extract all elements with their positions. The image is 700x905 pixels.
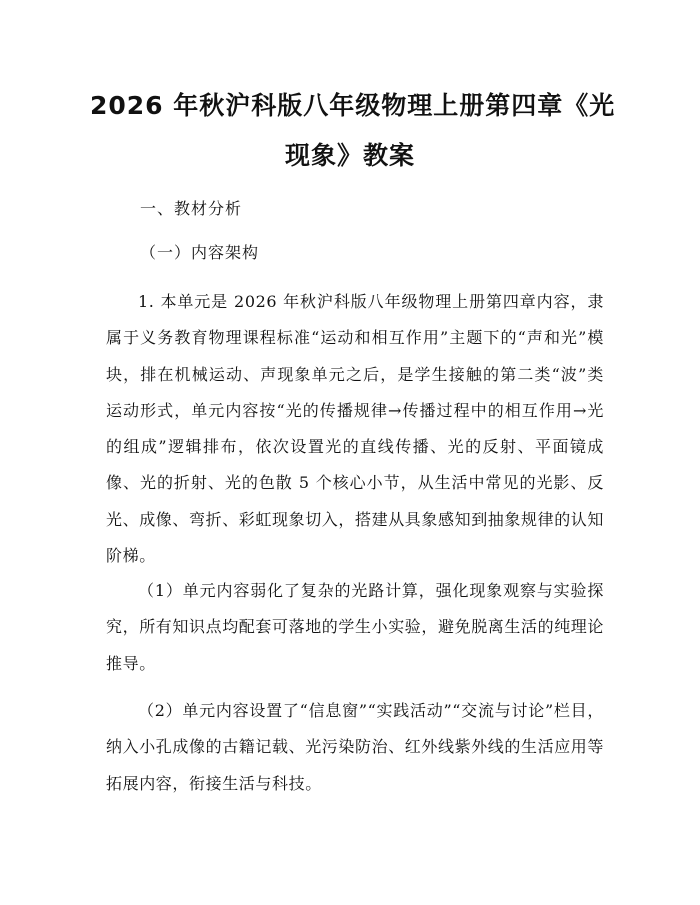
subsection-heading-content-structure: （一）内容架构 — [140, 243, 260, 262]
document-title-line-2: 现象》教案 — [284, 141, 415, 170]
paragraph-unit-overview: 1. 本单元是 2026 年秋沪科版八年级物理上册第四章内容，隶属于义务教育物理课程标准“运动和相互作用”主题下的“声和光”模块，排在机械运动、声现象单元之后，是学生接触的第二类“波”类运动形式，单元内容按“光的传播规律→传播过程中的相互作用→光的组成”逻辑排布，依次设置光的直线传播、光的反射、平面镜成像、光的折射、光的色散 5 个核心小节，从生活中常见的光影、反光、成像、弯折、彩虹现象切入，搭建从具象感知到抽象规律的认知阶梯。 — [106, 292, 605, 566]
paragraph-point-2: （2）单元内容设置了“信息窗”“实践活动”“交流与讨论”栏目，纳入小孔成像的古籍记载、光污染防治、红外线紫外线的生活应用等拓展内容，衔接生活与科技。 — [106, 701, 605, 793]
paragraph-point-1: （1）单元内容弱化了复杂的光路计算，强化现象观察与实验探究，所有知识点均配套可落地的学生小实验，避免脱离生活的纯理论推导。 — [106, 581, 605, 673]
section-heading-textbook-analysis: 一、教材分析 — [140, 199, 243, 218]
document-title-line-1: 2026 年秋沪科版八年级物理上册第四章《光 — [90, 91, 616, 120]
